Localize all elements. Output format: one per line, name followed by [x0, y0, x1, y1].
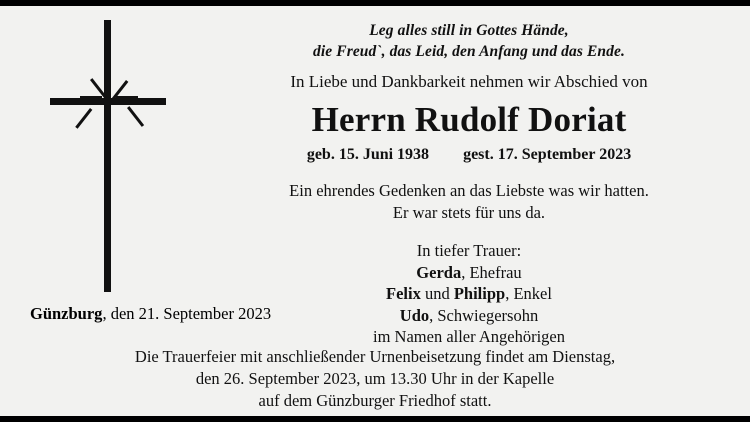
- obituary-text-block: [205, 20, 733, 348]
- death-date: gest. 17. September 2023: [463, 146, 632, 163]
- mourner-name-philipp: Philipp: [453, 284, 506, 303]
- ceremony-line-2: den 26. September 2023, um 13.30 Uhr in der Kapelle: [195, 369, 555, 388]
- verse: [205, 20, 733, 62]
- ceremony-details: [0, 346, 750, 412]
- mourners-block: [205, 240, 733, 348]
- deceased-name: Herrn Rudolf Doriat: [311, 100, 627, 139]
- cross-horizontal-bar: [50, 98, 166, 105]
- place-and-date: [30, 304, 400, 324]
- mourner-relation-3: , Schwiegersohn: [429, 305, 539, 325]
- mourner-line-2: [205, 283, 733, 305]
- cross-ray: [108, 72, 111, 98]
- birth-date: geb. 15. Juni 1938: [306, 146, 430, 163]
- mourner-name-felix: Felix: [386, 284, 421, 303]
- memorial-text: [205, 180, 733, 224]
- mourners-heading: In tiefer Trauer:: [416, 241, 522, 260]
- cross-ray: [127, 106, 144, 127]
- cross-vertical-bar: [104, 20, 111, 292]
- memorial-line-2: Er war stets für uns da.: [392, 203, 546, 222]
- ceremony-line-1: Die Trauerfeier mit anschließender Urnenbeisetzung findet am Dienstag,: [134, 347, 616, 366]
- cross-ray: [80, 96, 102, 99]
- mourner-name-gerda: Gerda: [416, 262, 462, 282]
- memorial-line-1: Ein ehrendes Gedenken an das Liebste was wir hatten.: [289, 181, 649, 200]
- cross-ray: [108, 108, 111, 134]
- intro-text: In Liebe und Dankbarkeit nehmen wir Abschied von: [290, 72, 648, 91]
- mourner-relation-2: , Enkel: [505, 284, 552, 303]
- mourner-name-udo: Udo: [399, 305, 430, 325]
- cross-ray: [75, 108, 92, 129]
- ceremony-line-3: auf dem Günzburger Friedhof statt.: [258, 391, 492, 410]
- cross-ray: [116, 96, 138, 99]
- mourner-line-4: im Namen aller Angehörigen: [373, 327, 565, 346]
- life-dates: [205, 146, 733, 164]
- place-city: Günzburg: [30, 304, 103, 323]
- cross-icon: [28, 20, 208, 310]
- mourner-relation-1: , Ehefrau: [461, 262, 522, 282]
- mourner-conjunction: und: [420, 284, 454, 303]
- place-date: , den 21. September 2023: [102, 304, 272, 323]
- mourner-line-1: [205, 262, 733, 284]
- verse-line-1: Leg alles still in Gottes Hände,: [369, 22, 569, 39]
- obituary-card: [0, 6, 750, 416]
- verse-line-2: die Freud`, das Leid, den Anfang und das Ende.: [313, 43, 625, 60]
